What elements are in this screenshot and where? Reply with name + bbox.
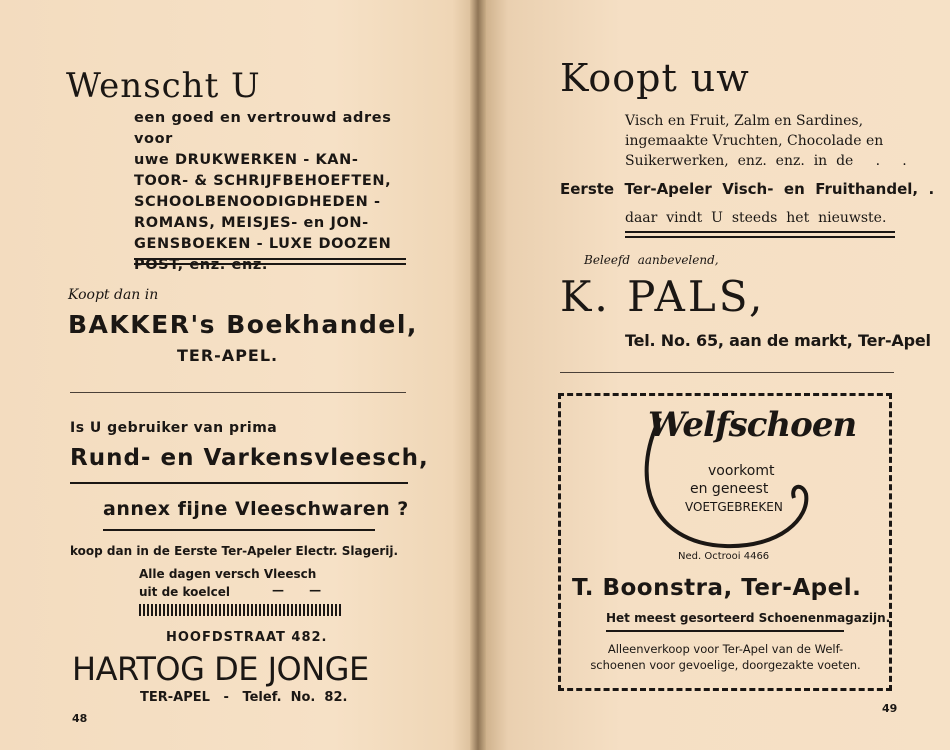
intro-line: Suikerwerken, enz. enz. in de . .	[625, 153, 907, 169]
koopt-dan-in-text: Koopt dan in	[68, 287, 159, 303]
divider	[70, 482, 408, 484]
divider	[103, 529, 375, 531]
welf-line-1: voorkomt	[708, 463, 775, 479]
slager-koelcel: uit de koelcel	[139, 585, 230, 599]
hartog-footer: TER-APEL - Telef. No. 82.	[140, 690, 348, 705]
slager-alle-dagen: Alle dagen versch Vleesch	[139, 567, 317, 581]
bakker-place: TER-APEL.	[177, 346, 279, 365]
intro-line: TOOR- & SCHRIJFBEHOEFTEN,	[134, 173, 392, 189]
intro-line: ingemaakte Vruchten, Chocolade en	[625, 133, 884, 149]
boonstra-sub: Het meest gesorteerd Schoenenmagazijn.	[606, 611, 891, 625]
intro-line: ROMANS, MEISJES- en JON-	[134, 215, 369, 231]
intro-line: uwe DRUKWERKEN - KAN-	[134, 152, 359, 168]
slager-title: Rund- en Varkensvleesch,	[70, 445, 429, 471]
intro-line: POST, enz. enz.	[134, 257, 269, 273]
bakker-name: BAKKER's Boekhandel,	[68, 310, 418, 339]
decorative-hatch	[139, 604, 342, 616]
drukwerken-intro	[134, 108, 424, 276]
divider	[134, 258, 406, 260]
divider	[560, 372, 894, 373]
welf-line-3: VOETGEBREKEN	[685, 500, 783, 514]
divider	[625, 236, 895, 238]
divider	[606, 630, 844, 632]
page-number-left: 48	[72, 712, 88, 725]
visch-handel: Eerste Ter-Apeler Visch- en Fruithandel, .	[560, 180, 935, 198]
wenscht-heading: Wenscht U	[66, 66, 261, 106]
book-gutter	[470, 0, 486, 750]
octrooi-text: Ned. Octrooi 4466	[678, 551, 770, 562]
page-number-right: 49	[882, 702, 898, 715]
slager-dashes: — —	[272, 583, 322, 597]
beleefd-text: Beleefd aanbevelend,	[584, 253, 719, 267]
divider	[134, 263, 406, 265]
hoofdstraat-text: HOOFDSTRAAT 482.	[166, 630, 328, 645]
boonstra-name: T. Boonstra, Ter-Apel.	[572, 575, 862, 601]
pals-tel: Tel. No. 65, aan de markt, Ter-Apel	[625, 331, 931, 350]
hartog-name: HARTOG DE JONGE	[72, 650, 369, 688]
verkoop-line: schoenen voor gevoelige, doorgezakte voeten.	[590, 658, 861, 672]
intro-line: GENSBOEKEN - LUXE DOOZEN	[134, 236, 392, 252]
intro-line: SCHOOLBENOODIGDHEDEN -	[134, 194, 381, 210]
divider	[70, 392, 406, 393]
slager-question: Is U gebruiker van prima	[70, 420, 278, 436]
verkoop-line: Alleenverkoop voor Ter-Apel van de Welf-	[607, 642, 844, 656]
visch-intro	[625, 111, 907, 171]
nieuwste-text: daar vindt U steeds het nieuwste.	[625, 210, 887, 226]
intro-line: een goed en vertrouwd adres voor	[134, 110, 392, 147]
alleenverkoop-text	[568, 641, 883, 673]
slager-koop: koop dan in de Eerste Ter-Apeler Electr. Slagerij.	[70, 544, 399, 558]
welf-line-2: en geneest	[690, 481, 769, 497]
divider	[625, 231, 895, 233]
koopt-uw-heading: Koopt uw	[560, 56, 750, 100]
slager-annex: annex fijne Vleeschwaren ?	[103, 498, 409, 520]
intro-line: Visch en Fruit, Zalm en Sardines,	[625, 113, 864, 129]
pals-name: K. PALS,	[560, 272, 766, 321]
welfschoen-logo: Welfschoen	[648, 405, 857, 445]
